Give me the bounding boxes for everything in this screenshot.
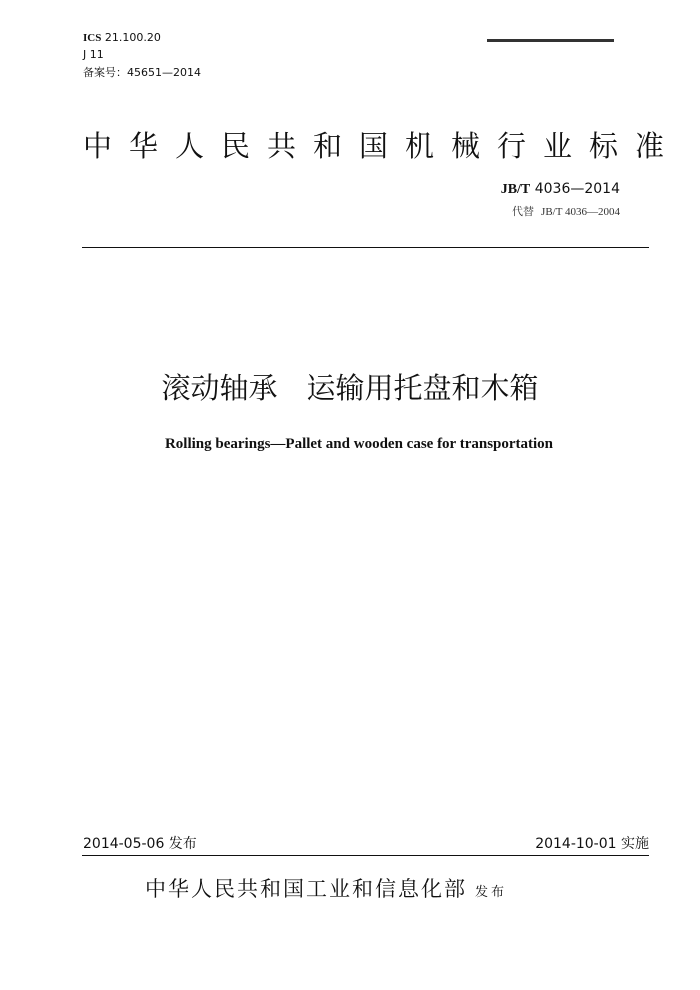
top-right-bar xyxy=(487,39,614,42)
standard-number xyxy=(501,181,620,198)
issuer xyxy=(145,874,507,904)
standard-code-number: 4036—2014 xyxy=(534,181,620,197)
ics-value: 21.100.20 xyxy=(104,31,161,44)
ics-code xyxy=(83,31,161,45)
record-value: 45651—2014 xyxy=(127,66,201,79)
issuer-name: 中华人民共和国工业和信息化部 xyxy=(145,877,467,901)
record-number xyxy=(83,66,201,80)
org-title: 中华人民共和国机械行业标准 xyxy=(83,129,682,163)
english-title: Rolling bearings—Pallet and wooden case for transportation xyxy=(164,436,554,452)
classification-code: J 11 xyxy=(83,48,104,61)
replaces-label: 代替 xyxy=(512,205,535,218)
ics-label: ICS xyxy=(83,32,102,44)
issuer-suffix: 发布 xyxy=(475,885,508,900)
implementation-date: 2014-10-01 实施 xyxy=(535,836,649,852)
replaces-standard xyxy=(512,203,620,219)
bottom-divider xyxy=(82,855,649,856)
chinese-title: 滚动轴承 运输用托盘和木箱 xyxy=(161,371,539,405)
standard-code-prefix: JB/T xyxy=(500,182,531,197)
top-divider xyxy=(82,247,649,248)
issue-date: 2014-05-06 发布 xyxy=(83,836,197,852)
record-label: 备案号： xyxy=(83,66,127,79)
replaces-code: JB/T 4036—2004 xyxy=(541,206,620,218)
